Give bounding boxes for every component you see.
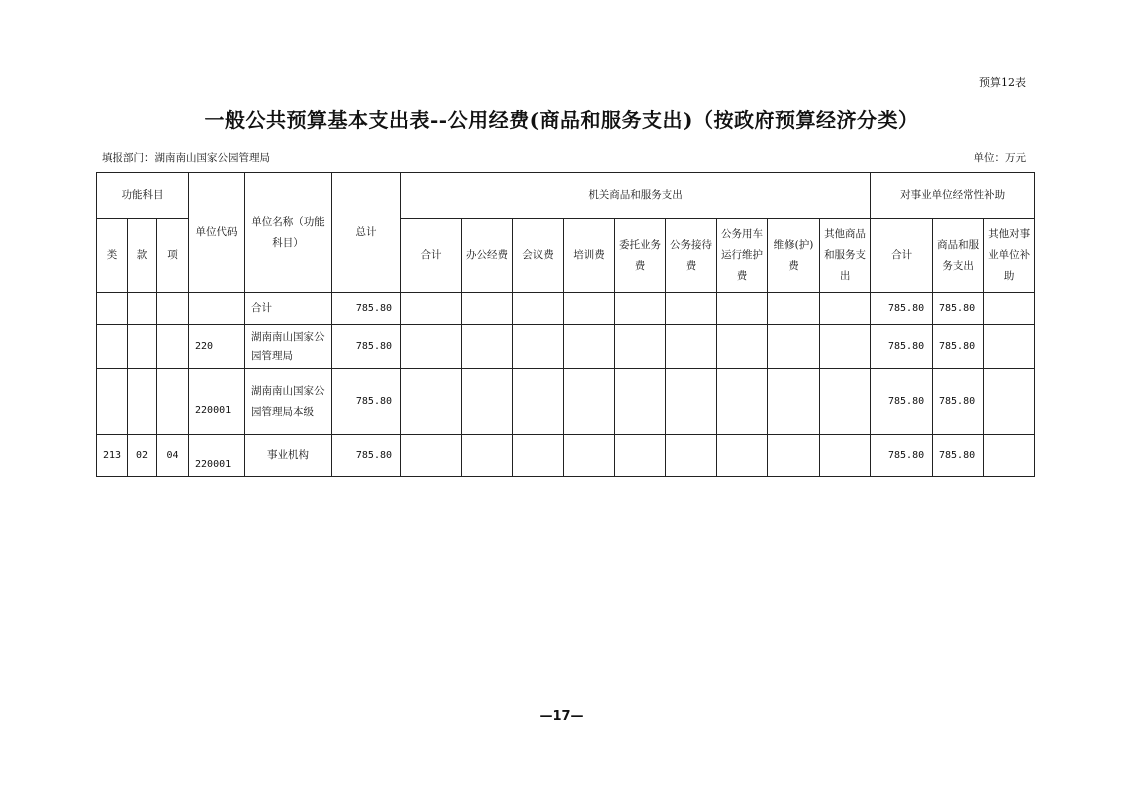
cell-g1 (820, 325, 871, 369)
cell-lei (97, 293, 128, 325)
cell-g2-total: 785.80 (871, 435, 933, 477)
cell-g1 (615, 293, 666, 325)
table-row (97, 293, 1035, 325)
cell-g2-goods: 785.80 (933, 293, 984, 325)
cell-g2-total: 785.80 (871, 369, 933, 435)
cell-total: 785.80 (332, 369, 401, 435)
cell-g1 (401, 369, 462, 435)
cell-g2-total: 785.80 (871, 325, 933, 369)
cell-g1 (401, 293, 462, 325)
cell-g1 (768, 293, 820, 325)
header-g1-repair: 维修(护)费 (768, 219, 820, 293)
header-g1-reception: 公务接待费 (666, 219, 717, 293)
header-group-2: 对事业单位经常性补助 (871, 173, 1035, 219)
header-group-1: 机关商品和服务支出 (401, 173, 871, 219)
cell-g1 (768, 325, 820, 369)
cell-g1 (564, 293, 615, 325)
cell-g2-goods: 785.80 (933, 325, 984, 369)
header-g2-other: 其他对事业单位补助 (984, 219, 1035, 293)
header-kuan: 款 (128, 219, 157, 293)
cell-g1 (666, 325, 717, 369)
table-row (97, 369, 1035, 435)
header-g1-meeting: 会议费 (513, 219, 564, 293)
unit-label: 单位：万元 (973, 152, 1026, 164)
cell-g1 (717, 369, 768, 435)
cell-lei: 213 (97, 435, 128, 477)
cell-xiang (157, 293, 189, 325)
cell-g1 (462, 369, 513, 435)
cell-code (189, 293, 245, 325)
cell-g1 (820, 435, 871, 477)
cell-name: 湖南南山国家公园管理局本级 (245, 369, 332, 435)
cell-xiang (157, 325, 189, 369)
cell-code: 220001 (189, 369, 245, 435)
cell-name: 事业机构 (245, 435, 332, 477)
cell-name: 合计 (245, 293, 332, 325)
cell-code: 220001 (189, 435, 245, 477)
cell-g1 (615, 435, 666, 477)
cell-g1 (717, 435, 768, 477)
cell-g1 (615, 325, 666, 369)
page-title: 一般公共预算基本支出表--公用经费(商品和服务支出)（按政府预算经济分类） (204, 108, 919, 132)
cell-kuan (128, 369, 157, 435)
cell-kuan: 02 (128, 435, 157, 477)
cell-g1 (820, 369, 871, 435)
table-row (97, 325, 1035, 369)
cell-g1 (462, 435, 513, 477)
header-name: 单位名称（功能科目） (245, 173, 332, 293)
cell-g1 (564, 435, 615, 477)
department-label: 填报部门：湖南南山国家公园管理局 (102, 152, 270, 164)
cell-g1 (666, 293, 717, 325)
cell-g1 (462, 293, 513, 325)
cell-g1 (717, 293, 768, 325)
header-g1-vehicle: 公务用车运行维护费 (717, 219, 768, 293)
header-xiang: 项 (157, 219, 189, 293)
cell-g2-total: 785.80 (871, 293, 933, 325)
header-total: 总计 (332, 173, 401, 293)
cell-g1 (768, 435, 820, 477)
cell-g2-other (984, 369, 1035, 435)
cell-g1 (513, 325, 564, 369)
cell-g1 (513, 435, 564, 477)
cell-total: 785.80 (332, 325, 401, 369)
header-g2-total: 合计 (871, 219, 933, 293)
header-g1-office: 办公经费 (462, 219, 513, 293)
cell-lei (97, 325, 128, 369)
cell-g2-other (984, 293, 1035, 325)
cell-total: 785.80 (332, 435, 401, 477)
cell-name: 湖南南山国家公园管理局 (245, 325, 332, 369)
cell-g1 (717, 325, 768, 369)
header-g2-goods: 商品和服务支出 (933, 219, 984, 293)
cell-kuan (128, 325, 157, 369)
header-g1-commission: 委托业务费 (615, 219, 666, 293)
cell-kuan (128, 293, 157, 325)
cell-xiang (157, 369, 189, 435)
cell-g1 (666, 369, 717, 435)
header-code: 单位代码 (189, 173, 245, 293)
header-row-1 (97, 173, 1035, 219)
budget-table (96, 172, 1035, 477)
cell-g1 (462, 325, 513, 369)
cell-g2-goods: 785.80 (933, 435, 984, 477)
cell-g1 (513, 369, 564, 435)
header-g1-training: 培训费 (564, 219, 615, 293)
cell-g2-goods: 785.80 (933, 369, 984, 435)
header-lei: 类 (97, 219, 128, 293)
cell-g1 (401, 325, 462, 369)
header-g1-total: 合计 (401, 219, 462, 293)
cell-g1 (513, 293, 564, 325)
cell-g1 (615, 369, 666, 435)
cell-code: 220 (189, 325, 245, 369)
page-number: —17— (539, 709, 584, 724)
cell-g1 (820, 293, 871, 325)
cell-g1 (564, 369, 615, 435)
cell-g1 (666, 435, 717, 477)
table-number: 预算12表 (979, 76, 1026, 89)
cell-g1 (401, 435, 462, 477)
header-g1-other: 其他商品和服务支出 (820, 219, 871, 293)
cell-g2-other (984, 325, 1035, 369)
cell-xiang: 04 (157, 435, 189, 477)
cell-g1 (564, 325, 615, 369)
cell-g2-other (984, 435, 1035, 477)
cell-g1 (768, 369, 820, 435)
header-func: 功能科目 (97, 173, 189, 219)
cell-total: 785.80 (332, 293, 401, 325)
table-row (97, 435, 1035, 477)
cell-lei (97, 369, 128, 435)
